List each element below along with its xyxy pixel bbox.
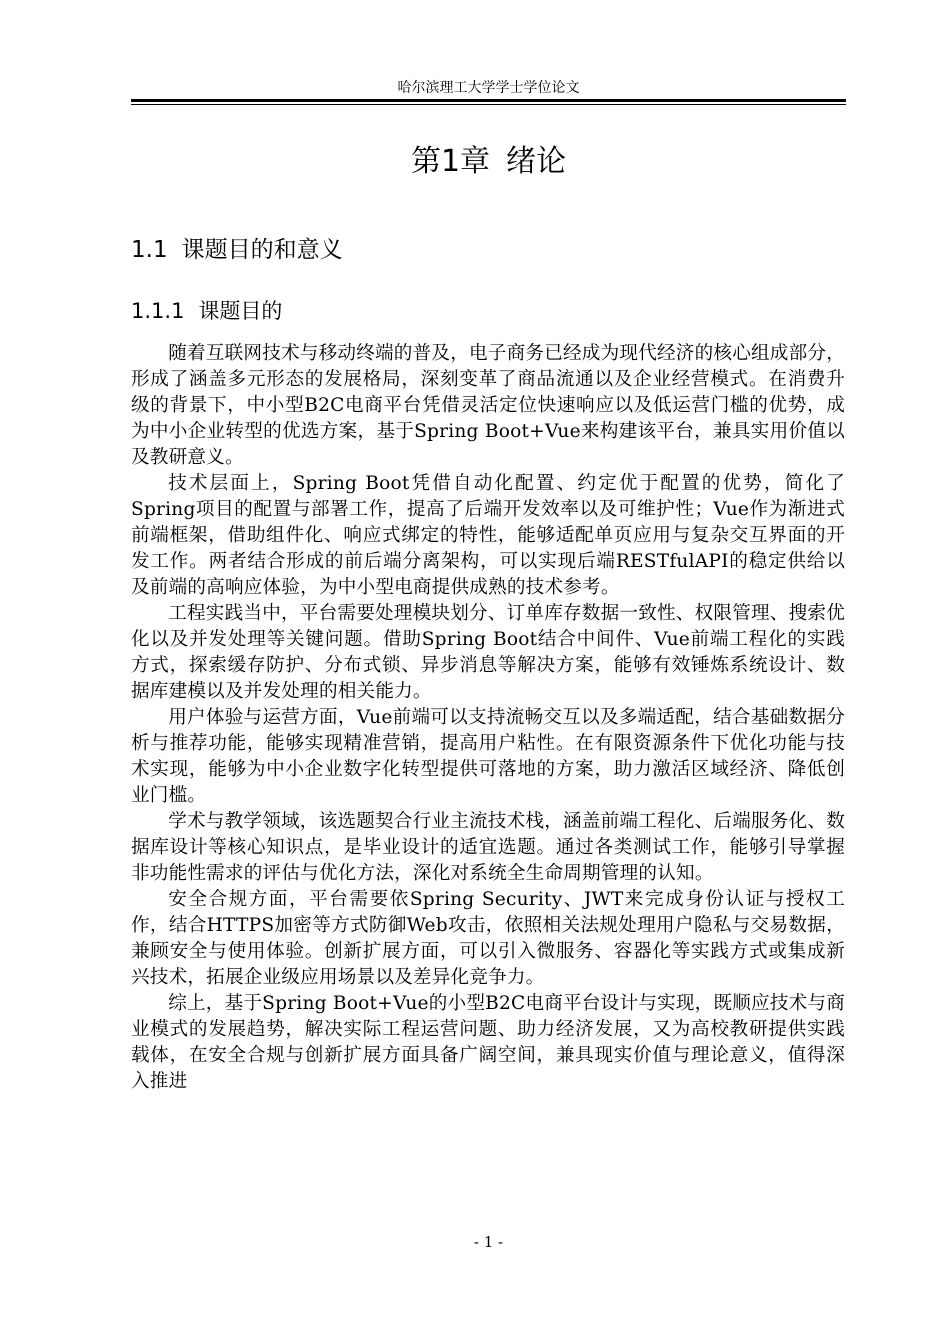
chapter-name: 绪论 — [506, 144, 567, 179]
section-number: 1.1 — [131, 237, 168, 263]
header-rule-thick — [131, 99, 846, 102]
header-rule-thin — [131, 104, 846, 105]
paragraph: 随着互联网技术与移动终端的普及，电子商务已经成为现代经济的核心组成部分，形成了涵盖多元形态的发展格局，深刻变革了商品流通以及企业经营模式。在消费升级的背景下，中小型B2C电商平台凭借灵活定位快速响应以及低运营门槛的优势，成为中小企业转型的优选方案，基于Spring Boot+Vue来构建该平台，兼具实用价值以及教研意义。 — [131, 343, 845, 468]
paragraph: 学术与教学领域，该选题契合行业主流技术栈，涵盖前端工程化、后端服务化、数据库设计等核心知识点，是毕业设计的适宜选题。通过各类测试工作，能够引导掌握非功能性需求的评估与优化方法，深化对系统全生命周期管理的认知。 — [131, 811, 845, 884]
page-header: 哈尔滨理工大学学士学位论文 — [397, 80, 580, 96]
subsection-number: 1.1.1 — [131, 299, 185, 323]
paragraph: 用户体验与运营方面，Vue前端可以支持流畅交互以及多端适配，结合基础数据分析与推荐功能，能够实现精准营销，提高用户粘性。在有限资源条件下优化功能与技术实现，能够为中小企业数字化转型提供可落地的方案，助力激活区域经济、降低创业门槛。 — [131, 707, 845, 806]
subsection-heading — [131, 294, 282, 328]
paragraph: 工程实践当中，平台需要处理模块划分、订单库存数据一致性、权限管理、搜索优化以及并发处理等关键问题。借助Spring Boot结合中间件、Vue前端工程化的实践方式，探索缓存防护、分布式锁、异步消息等解决方案，能够有效锤炼系统设计、数据库建模以及并发处理的相关能力。 — [131, 603, 845, 702]
body-text — [131, 341, 845, 1095]
paragraph: 安全合规方面，平台需要依Spring Security、JWT来完成身份认证与授权工作，结合HTTPS加密等方式防御Web攻击，依照相关法规处理用户隐私与交易数据，兼顾安全与使用体验。创新扩展方面，可以引入微服务、容器化等实践方式或集成新兴技术，拓展企业级应用场景以及差异化竞争力。 — [131, 889, 845, 988]
chapter-title — [131, 140, 846, 184]
subsection-name: 课题目的 — [198, 299, 283, 323]
paragraph: 综上，基于Spring Boot+Vue的小型B2C电商平台设计与实现，既顺应技术与商业模式的发展趋势，解决实际工程运营问题、助力经济发展，又为高校教研提供实践载体，在安全合规与创新扩展方面具备广阔空间，兼具现实价值与理论意义，值得深入推进 — [131, 993, 845, 1092]
paragraph: 技术层面上，Spring Boot凭借自动化配置、约定优于配置的优势，简化了Spring项目的配置与部署工作，提高了后端开发效率以及可维护性；Vue作为渐进式前端框架，借助组件化、响应式绑定的特性，能够适配单页应用与复杂交互界面的开发工作。两者结合形成的前后端分离架构，可以实现后端RESTfulAPI的稳定供给以及前端的高响应体验，为中小型电商提供成熟的技术参考。 — [131, 473, 845, 598]
section-name: 课题目的和意义 — [181, 237, 343, 263]
page-number: - 1 - — [473, 1233, 504, 1251]
section-heading — [131, 232, 343, 268]
chapter-number: 第1章 — [410, 144, 491, 179]
